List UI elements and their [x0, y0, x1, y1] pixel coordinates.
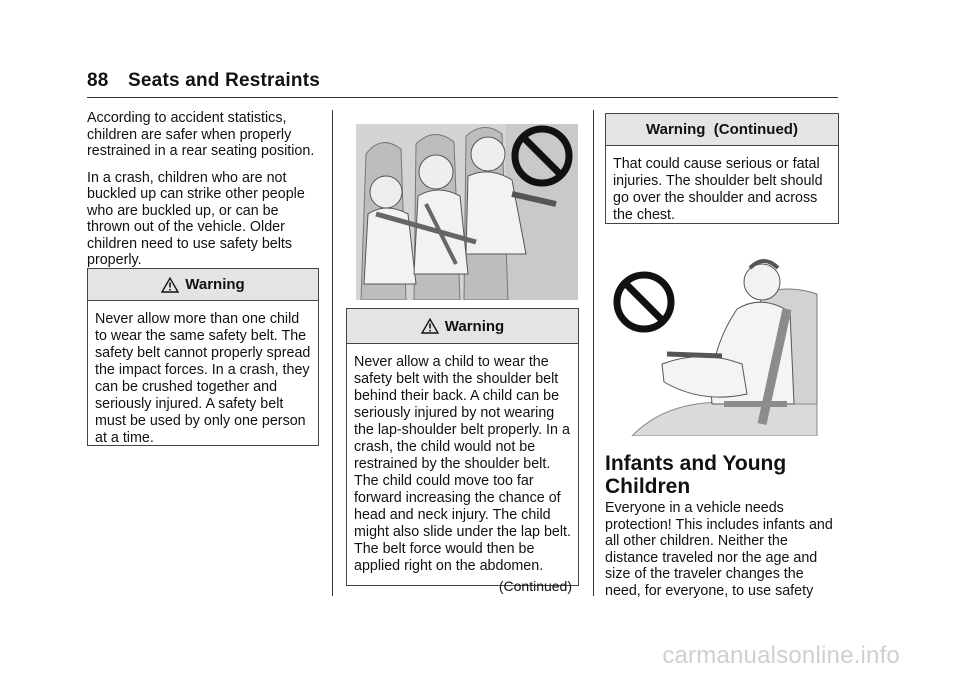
warning-header: [88, 269, 318, 301]
children-seatbelt-illustration: [356, 114, 578, 300]
warning-body: Never allow a child to wear the safety belt with the shoulder belt behind their back. A child can be seriously injured by not wearing the lap-shoulder belt properly. In a crash, the child would not be restrained by the shoulder belt. The child could move too far forward increasing the chance of head and neck injury. The child might also slide under the lap belt. The belt force would then be applied right on the abdomen.: [354, 354, 571, 574]
warning-box-2: [346, 308, 579, 594]
caution-icon: [161, 277, 179, 293]
continued-label: (Continued): [498, 578, 572, 594]
section-title: Seats and Restraints: [128, 70, 320, 91]
column-3-text: [605, 500, 837, 609]
warning-header: [606, 114, 838, 146]
section-heading: Infants and Young Children: [605, 452, 787, 498]
paragraph-1: According to accident statistics, children are safer when properly restrained in a rear seating position.: [87, 110, 315, 159]
watermark: carmanualsonline.info: [662, 642, 900, 669]
column-1: [87, 110, 323, 279]
warning-box-1: [87, 268, 319, 446]
caution-icon: [421, 318, 439, 334]
warning-title: Warning: [444, 317, 505, 335]
belt-behind-back-illustration: [612, 254, 824, 436]
column-divider-1: [332, 110, 333, 596]
paragraph-2: In a crash, children who are not buckled up can strike other people who are buckled up, or can be thrown out of the vehicle. Older children need to use safety belts properly.: [87, 169, 305, 268]
warning-body: That could cause serious or fatal injuries. The shoulder belt should go over the shoulder and across the chest.: [613, 156, 823, 223]
page-number: 88: [87, 70, 109, 91]
warning-title: Warning: [185, 276, 245, 293]
warning-title: Warning (Continued): [646, 121, 798, 138]
warning-header: [347, 309, 578, 344]
page-header: [87, 70, 320, 92]
warning-body: Never allow more than one child to wear the same safety belt. The safety belt cannot properly spread the impact forces. In a crash, they can be crushed together and seriously injured. A safety belt must be used by only one person at a time.: [95, 311, 311, 446]
column-divider-2: [593, 110, 594, 596]
warning-box-continued: [605, 113, 839, 224]
paragraph-3: Everyone in a vehicle needs protection! This includes infants and all other children. Neither the distance traveled nor the age and size of the traveler changes the need, for everyone, to use safety: [605, 500, 833, 599]
header-rule: [87, 97, 838, 98]
